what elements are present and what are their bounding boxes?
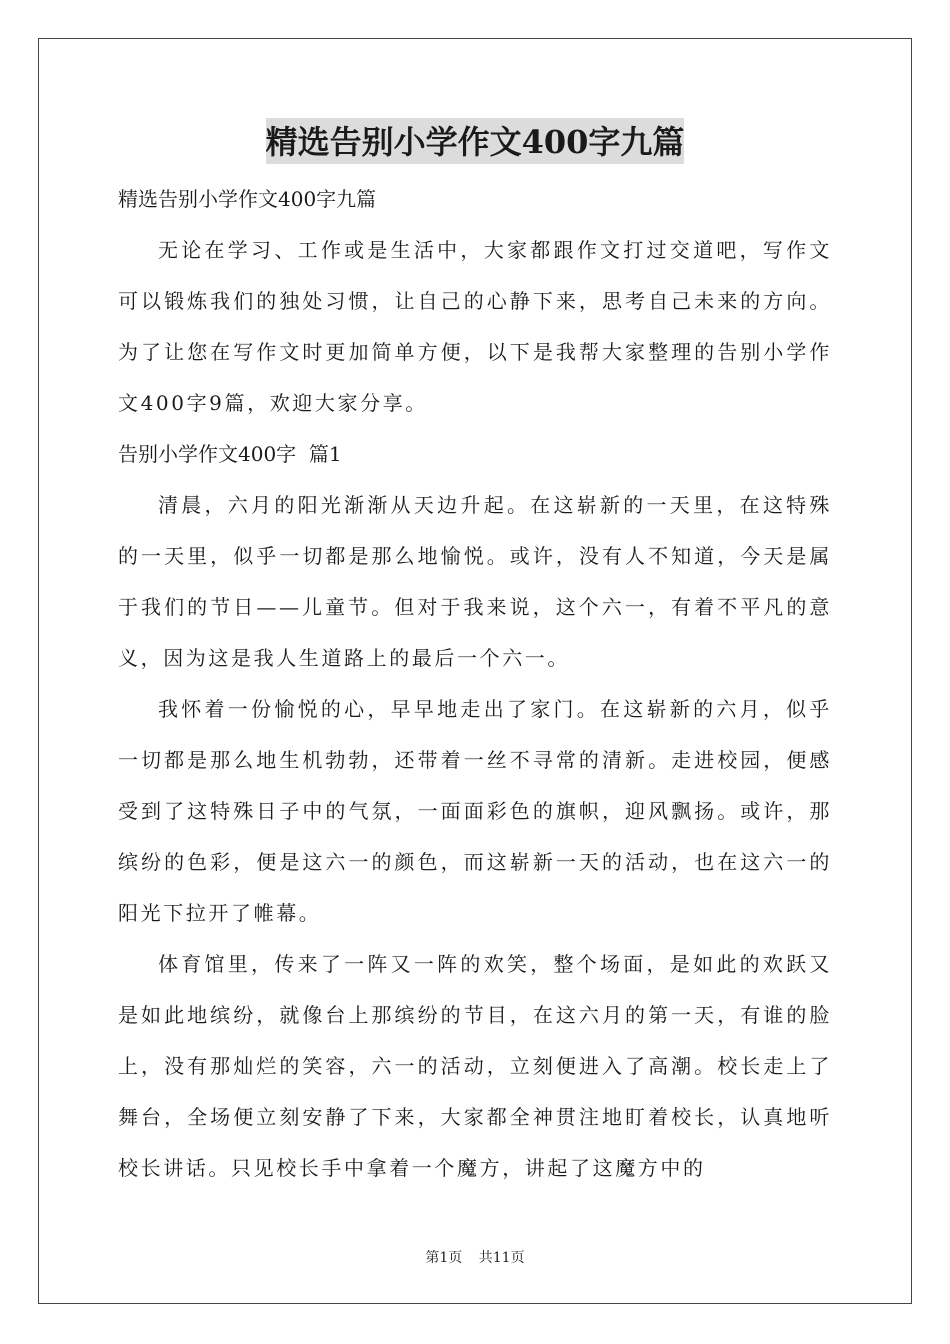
intro-paragraph: 无论在学习、工作或是生活中，大家都跟作文打过交道吧，写作文可以锻炼我们的独处习惯，让自己的心静下来，思考自己未来的方向。为了让您在写作文时更加简单方便，以下是我帮大家整理的告别小学作文400字9篇，欢迎大家分享。 [118, 238, 832, 415]
body-paragraph: 体育馆里，传来了一阵又一阵的欢笑，整个场面，是如此的欢跃又是如此地缤纷，就像台上那缤纷的节目，在这六月的第一天，有谁的脸上，没有那灿烂的笑容，六一的活动，立刻便进入了高潮。校长走上了舞台，全场便立刻安静了下来，大家都全神贯注地盯着校长，认真地听校长讲话。只见校长手中拿着一个魔方，讲起了这魔方中的 [118, 952, 832, 1180]
page-total: 共11页 [478, 1250, 525, 1266]
page-footer [0, 1247, 950, 1267]
body-paragraph: 我怀着一份愉悦的心，早早地走出了家门。在这崭新的六月，似乎一切都是那么地生机勃勃，还带着一丝不寻常的清新。走进校园，便感受到了这特殊日子中的气氛，一面面彩色的旗帜，迎风飘扬。或许，那缤纷的色彩，便是这六一的颜色，而这崭新一天的活动，也在这六一的阳光下拉开了帷幕。 [118, 697, 832, 925]
title-container [118, 118, 832, 174]
page-number: 第1页 [425, 1250, 463, 1266]
document-body [118, 118, 832, 1194]
body-paragraph: 清晨，六月的阳光渐渐从天边升起。在这崭新的一天里，在这特殊的一天里，似乎一切都是那么地愉悦。或许，没有人不知道，今天是属于我们的节日——儿童节。但对于我来说，这个六一，有着不平凡的意义，因为这是我人生道路上的最后一个六一。 [118, 493, 832, 670]
document-subtitle: 精选告别小学作文400字九篇 [118, 187, 377, 211]
document-title: 精选告别小学作文400字九篇 [266, 118, 685, 164]
section-heading: 告别小学作文400字 篇1 [118, 442, 342, 466]
